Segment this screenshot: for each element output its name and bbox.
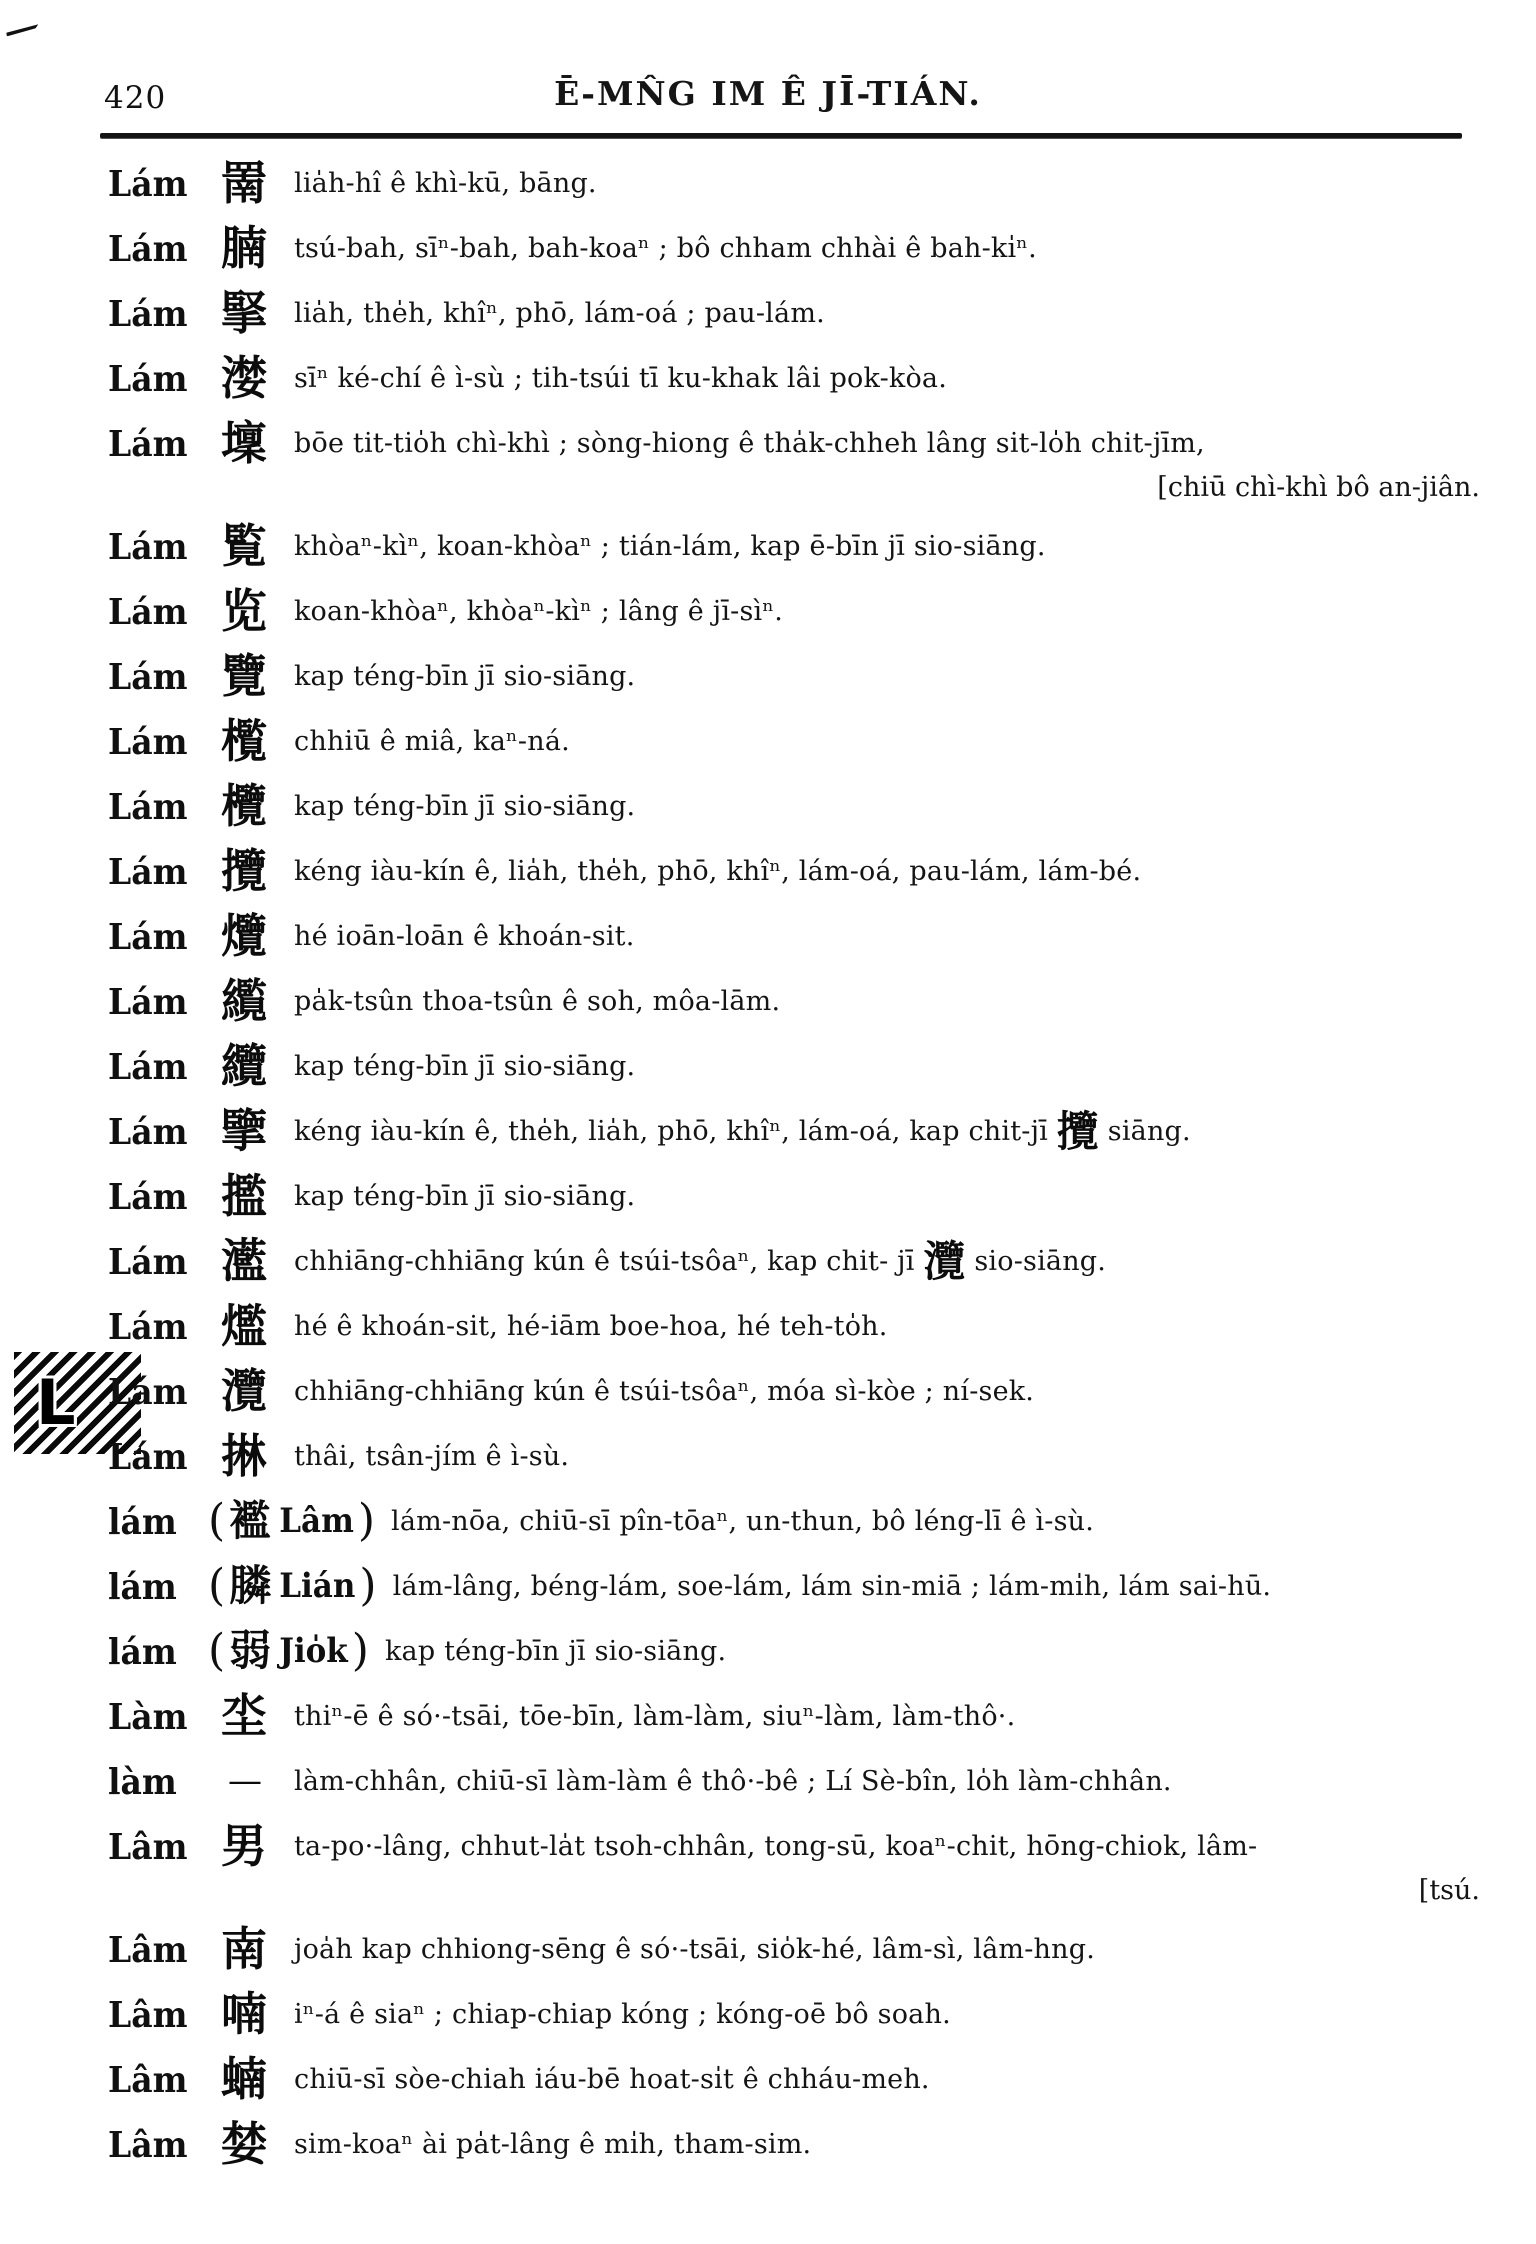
dictionary-entry: [108, 2054, 1480, 2104]
entry-hanzi: 蝻: [221, 2052, 267, 2106]
entry-headword: Lám: [108, 849, 188, 893]
entry-paren-group: [208, 1625, 369, 1676]
entry-headword: lám: [108, 1499, 177, 1543]
page-number: 420: [104, 80, 167, 116]
entry-definition: [294, 1830, 1480, 1863]
definition-text: kap téng-bīn jī sio-siāng.: [384, 1635, 727, 1667]
entry-headword: Lám: [108, 719, 188, 763]
entry-headword: lám: [108, 1564, 177, 1608]
paren-reading: Lâm: [279, 1501, 354, 1541]
entry-hanzi: 灠: [221, 1364, 267, 1418]
definition-text: sim-koaⁿ ài pa̍t-lâng ê mi̍h, tham-sim.: [294, 2128, 812, 2160]
definition-text: khòaⁿ-kìⁿ, koan-khòaⁿ ; tián-lám, kap ē-bīn jī sio-siāng.: [294, 530, 1046, 562]
entry-definition: [294, 1106, 1480, 1156]
entry-hanzi-paren: 弱: [229, 1626, 272, 1675]
paren-open: (: [208, 1495, 226, 1546]
dictionary-entry: [108, 1366, 1480, 1416]
entry-definition: [294, 920, 1480, 953]
entry-headword: Lám: [108, 1369, 188, 1413]
definition-text: lám-nōa, chiū-sī pîn-tōaⁿ, un-thun, bô léng-lī ê ì-sù.: [391, 1505, 1095, 1537]
dictionary-entry: [108, 1106, 1480, 1156]
dictionary-entry: [108, 2119, 1480, 2169]
entry-definition: [294, 2063, 1480, 2096]
entry-definition: [294, 1180, 1480, 1213]
entry-definition: [294, 427, 1480, 460]
entry-definition: [294, 1765, 1480, 1798]
entry-definition: [385, 1635, 1480, 1668]
entry-definition: [294, 1998, 1480, 2031]
paren-open: (: [208, 1625, 226, 1676]
dictionary-entry: [108, 846, 1480, 896]
entry-definition: [294, 530, 1480, 563]
entry-hanzi: 掔: [221, 286, 267, 340]
dictionary-entry: [108, 288, 1480, 338]
header-rule: [100, 133, 1462, 138]
definition-text: chiū-sī sòe-chiah iáu-bē hoat-si̍t ê chháu-meh.: [294, 2063, 930, 2095]
entry-headword: Lám: [108, 784, 188, 828]
entry-hanzi: 喃: [221, 1987, 267, 2041]
entry-headword: Lám: [108, 589, 188, 633]
entry-hanzi: 㩜: [221, 1169, 267, 1223]
entry-hanzi: 壈: [221, 416, 267, 470]
definition-text: joa̍h kap chhiong-sēng ê só·-tsāi, sio̍k-hé, lâm-sì, lâm-hng.: [294, 1933, 1095, 1965]
dictionary-entry: [108, 1236, 1480, 1286]
dictionary-entry: [108, 1691, 1480, 1741]
dictionary-entry: [108, 223, 1480, 273]
definition-text-after: siāng.: [1098, 1115, 1191, 1147]
definition-text: kap téng-bīn jī sio-siāng.: [294, 660, 636, 692]
definition-inline-hanzi: 灠: [923, 1236, 966, 1286]
definition-text: chhiāng-chhiāng kún ê tsúi-tsôaⁿ, móa sì-kòe ; ní-sek.: [294, 1375, 1035, 1407]
entry-headword: Lám: [108, 1304, 188, 1348]
definition-carryover: [chiū chì-khì bô an-jiân.: [1157, 472, 1480, 503]
dictionary-entry: [108, 1041, 1480, 1091]
entry-headword: Lám: [108, 524, 188, 568]
dictionary-entry: [108, 911, 1480, 961]
entry-hanzi: 㨆: [221, 1429, 267, 1483]
entry-definition: [294, 1440, 1480, 1473]
definition-text: iⁿ-á ê siaⁿ ; chiap-chiap kóng ; kóng-oē bô soah.: [294, 1998, 951, 2030]
definition-text: chhiāng-chhiāng kún ê tsúi-tsôaⁿ, kap chit- jī: [294, 1245, 924, 1277]
entry-headword: Lám: [108, 1044, 188, 1088]
entry-hanzi: —: [228, 1761, 260, 1801]
dictionary-entry: [108, 1756, 1480, 1806]
entry-headword: Lám: [108, 421, 188, 465]
dictionary-entry: [108, 521, 1480, 571]
dictionary-entry: [108, 1924, 1480, 1974]
entry-definition: [294, 1700, 1480, 1733]
definition-inline-hanzi: 攬: [1056, 1106, 1099, 1156]
entry-definition: [294, 362, 1480, 395]
entry-definition: [294, 232, 1480, 265]
entry-hanzi: 漤: [221, 351, 267, 405]
entry-definition: [294, 595, 1480, 628]
entry-headword: Làm: [108, 1694, 188, 1738]
entry-headword: Lám: [108, 1174, 188, 1218]
entry-hanzi: 䌫: [221, 974, 267, 1028]
entry-definition: [294, 790, 1480, 823]
entry-definition: [294, 985, 1480, 1018]
entry-definition: [294, 1375, 1480, 1408]
entry-headword: Lâm: [108, 2122, 188, 2166]
definition-text: kap téng-bīn jī sio-siāng.: [294, 1050, 636, 1082]
entry-headword: Lám: [108, 914, 188, 958]
dictionary-entry: [108, 158, 1480, 208]
entry-hanzi-paren: 膦: [229, 1561, 272, 1610]
entry-hanzi: 爦: [221, 909, 267, 963]
definition-text: bōe tit-tio̍h chì-khì ; sòng-hiong ê tha̍k-chheh lâng sit-lo̍h chit-jīm,: [294, 427, 1205, 459]
entry-headword: làm: [108, 1759, 177, 1803]
definition-text: lia̍h, the̍h, khîⁿ, phō, lám-oá ; pau-lám.: [294, 297, 825, 329]
entry-headword: Lám: [108, 654, 188, 698]
entry-hanzi: 婪: [221, 2117, 267, 2171]
entry-headword: Lám: [108, 979, 188, 1023]
paren-reading: Jio̍k: [279, 1631, 348, 1671]
entry-hanzi: 覧: [221, 519, 267, 573]
entry-hanzi: 欖: [221, 779, 267, 833]
page-title: Ē-MN̂G IM Ê JĪ-TIÁN.: [554, 74, 982, 113]
definition-text-after: sio-siāng.: [965, 1245, 1107, 1277]
entry-hanzi: 览: [221, 584, 267, 638]
definition-text: thiⁿ-ē ê só·-tsāi, tōe-bīn, làm-làm, siuⁿ-làm, làm-thô·.: [294, 1700, 1016, 1732]
dictionary-entry: [108, 1496, 1480, 1546]
dictionary-entry: [108, 781, 1480, 831]
entry-hanzi: 坔: [221, 1689, 267, 1743]
entry-headword: Lám: [108, 356, 188, 400]
tab-letter-label: L: [36, 1366, 76, 1439]
definition-text: làm-chhân, chiū-sī làm-làm ê thô·-bê ; Lí Sè-bîn, lo̍h làm-chhân.: [294, 1765, 1172, 1797]
paren-open: (: [208, 1560, 226, 1611]
entry-headword: lám: [108, 1629, 177, 1673]
definition-text: sīⁿ ké-chí ê ì-sù ; tih-tsúi tī ku-khak lâi pok-kòa.: [294, 362, 948, 394]
definition-text: lia̍h-hî ê khì-kū, bāng.: [294, 167, 597, 199]
entry-headword: Lâm: [108, 1927, 188, 1971]
entry-paren-group: [208, 1495, 376, 1546]
entry-definition: [294, 1050, 1480, 1083]
entry-hanzi: 擥: [221, 1104, 267, 1158]
dictionary-entry: [108, 353, 1480, 403]
entry-definition: [294, 167, 1480, 200]
definition-carryover: [tsú.: [1418, 1875, 1480, 1906]
entry-headword: Lám: [108, 1109, 188, 1153]
entry-headword: Lám: [108, 291, 188, 335]
definition-text: kap téng-bīn jī sio-siāng.: [294, 790, 636, 822]
definition-text: ta-po·-lâng, chhut-la̍t tsoh-chhân, tong-sū, koaⁿ-chit, hōng-chiok, lâm-: [294, 1830, 1258, 1862]
definition-text: kap téng-bīn jī sio-siāng.: [294, 1180, 636, 1212]
entry-hanzi: 南: [221, 1922, 267, 1976]
definition-text: kéng iàu-kín ê, the̍h, lia̍h, phō, khîⁿ, lám-oá, kap chit-jī: [294, 1115, 1057, 1147]
definition-text: lám-lâng, béng-lám, soe-lám, lám sin-miā ; lám-mi̍h, lám sai-hū.: [392, 1570, 1272, 1602]
dictionary-entry: [108, 976, 1480, 1026]
entry-hanzi: 覽: [221, 649, 267, 703]
entry-hanzi: 纜: [221, 1039, 267, 1093]
entry-headword: Lám: [108, 1239, 188, 1283]
entry-list: [108, 158, 1480, 2184]
dictionary-entry: [108, 1989, 1480, 2039]
entry-hanzi: 腩: [221, 221, 267, 275]
paren-close: ): [359, 1560, 377, 1611]
ink-flourish-icon: [3, 24, 38, 37]
entry-headword: Lám: [108, 161, 188, 205]
entry-definition: [294, 725, 1480, 758]
dictionary-entry: [108, 1301, 1480, 1351]
entry-headword: Lâm: [108, 1824, 188, 1868]
dictionary-entry: [108, 586, 1480, 636]
entry-definition: [294, 2128, 1480, 2161]
entry-definition: [391, 1505, 1480, 1538]
dictionary-entry: [108, 1171, 1480, 1221]
definition-text: kéng iàu-kín ê, lia̍h, the̍h, phō, khîⁿ, lám-oá, pau-lám, lám-bé.: [294, 855, 1142, 887]
entry-definition: [294, 297, 1480, 330]
dictionary-entry: [108, 716, 1480, 766]
entry-hanzi-paren: 襤: [229, 1496, 272, 1545]
dictionary-entry: [108, 1821, 1480, 1909]
definition-text: pa̍k-tsûn thoa-tsûn ê soh, môa-lām.: [294, 985, 781, 1017]
entry-definition: [393, 1570, 1480, 1603]
entry-definition: [294, 1236, 1480, 1286]
paren-close: ): [357, 1495, 376, 1546]
definition-text: koan-khòaⁿ, khòaⁿ-kìⁿ ; lâng ê jī-sìⁿ.: [294, 595, 784, 627]
definition-text: hé ê khoán-sit, hé-iām boe-hoa, hé teh-to̍h.: [294, 1310, 888, 1342]
dictionary-entry: [108, 1431, 1480, 1481]
entry-definition: [294, 660, 1480, 693]
definition-text: tsú-bah, sīⁿ-bah, bah-koaⁿ ; bô chham chhài ê bah-ki̍ⁿ.: [294, 232, 1037, 264]
dictionary-entry: [108, 418, 1480, 506]
entry-paren-group: [208, 1560, 377, 1611]
entry-hanzi: 㰖: [221, 714, 267, 768]
entry-definition: [294, 1310, 1480, 1343]
entry-headword: Lám: [108, 226, 188, 270]
dictionary-entry: [108, 1561, 1480, 1611]
entry-definition: [294, 1933, 1480, 1966]
entry-definition: [294, 855, 1480, 888]
entry-hanzi: 攬: [221, 844, 267, 898]
definition-text: chhiū ê miâ, kaⁿ-ná.: [294, 725, 570, 757]
paren-reading: Lián: [279, 1566, 356, 1606]
dictionary-entry: [108, 1626, 1480, 1676]
definition-text: hé ioān-loān ê khoán-sit.: [294, 920, 635, 952]
paren-close: ): [351, 1625, 369, 1676]
entry-headword: Lâm: [108, 2057, 188, 2101]
entry-hanzi: 爁: [221, 1299, 267, 1353]
definition-text: thâi, tsân-jím ê ì-sù.: [294, 1440, 570, 1472]
entry-headword: Lâm: [108, 1992, 188, 2036]
dictionary-entry: [108, 651, 1480, 701]
entry-hanzi: 罱: [221, 156, 267, 210]
entry-hanzi: 男: [221, 1819, 267, 1873]
entry-hanzi: 灆: [221, 1234, 267, 1288]
entry-headword: Lám: [108, 1434, 188, 1478]
